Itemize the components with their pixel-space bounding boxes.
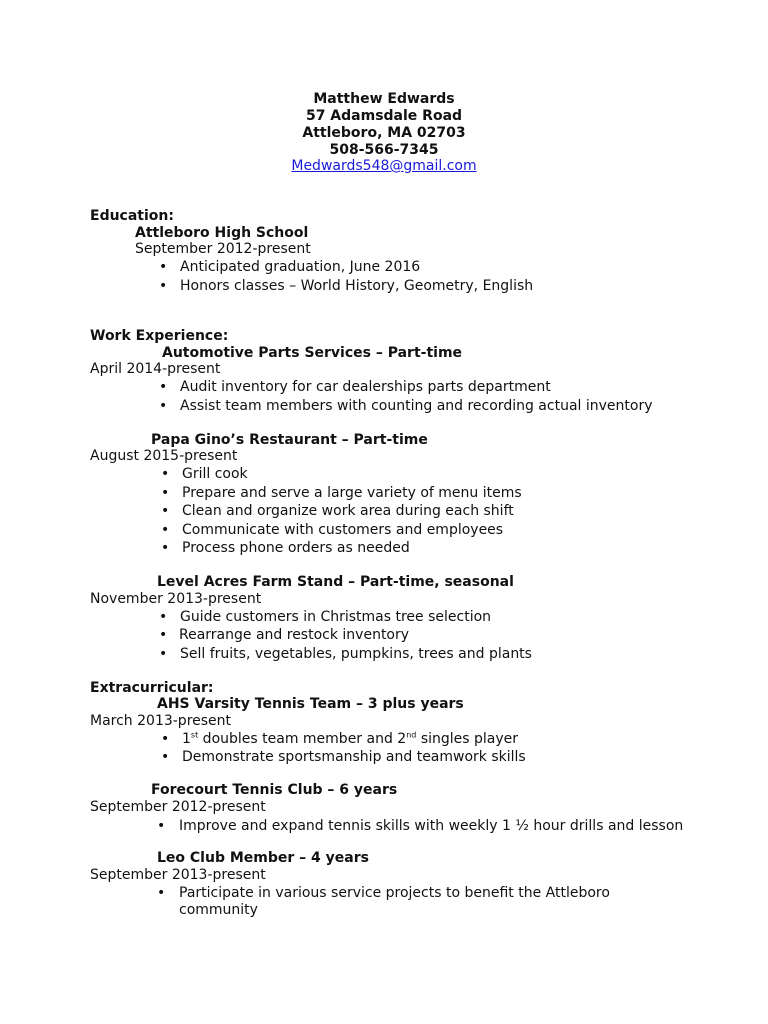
list-item: • Process phone orders as needed: [161, 540, 410, 556]
list-item: • Anticipated graduation, June 2016: [159, 259, 421, 275]
job-dates: November 2013-present: [90, 591, 262, 607]
school-name: Attleboro High School: [135, 225, 309, 241]
education-heading: Education:: [90, 208, 174, 224]
list-item: • Assist team members with counting and recording actual inventory: [159, 398, 653, 414]
list-item: • Sell fruits, vegetables, pumpkins, trees and plants: [159, 646, 532, 662]
job-title: Level Acres Farm Stand – Part-time, seasonal: [157, 574, 514, 590]
applicant-name: Matthew Edwards: [313, 91, 455, 107]
activity-title: Leo Club Member – 4 years: [157, 850, 369, 866]
job-dates: April 2014-present: [90, 361, 221, 377]
phone-number: 508-566-7345: [329, 142, 439, 158]
list-item: • Rearrange and restock inventory: [159, 627, 410, 643]
list-item: • Honors classes – World History, Geometry, English: [159, 278, 534, 294]
extracurricular-heading: Extracurricular:: [90, 680, 214, 696]
city-state-zip: Attleboro, MA 02703: [302, 125, 466, 141]
list-item: • Demonstrate sportsmanship and teamwork skills: [161, 749, 526, 765]
education-dates: September 2012-present: [135, 241, 311, 257]
activity-dates: March 2013-present: [90, 713, 232, 729]
list-item: • Communicate with customers and employees: [161, 522, 504, 538]
street-address: 57 Adamsdale Road: [305, 108, 463, 124]
list-item: • Guide customers in Christmas tree selection: [159, 609, 492, 625]
activity-title: Forecourt Tennis Club – 6 years: [151, 782, 398, 798]
work-experience-heading: Work Experience:: [90, 328, 229, 344]
list-item: • Audit inventory for car dealerships parts department: [159, 379, 551, 395]
list-item: • 1st doubles team member and 2nd singles player: [161, 730, 519, 747]
list-item: • Clean and organize work area during each shift: [161, 503, 514, 519]
list-item: • Prepare and serve a large variety of menu items: [161, 485, 522, 501]
activity-dates: September 2013-present: [90, 867, 266, 883]
activity-dates: September 2012-present: [90, 799, 266, 815]
list-item: • Participate in various service projects to benefit the Attleboro community: [157, 885, 610, 918]
job-dates: August 2015-present: [90, 448, 238, 464]
job-title: Automotive Parts Services – Part-time: [162, 345, 463, 361]
activity-title: AHS Varsity Tennis Team – 3 plus years: [157, 696, 464, 712]
list-item: • Improve and expand tennis skills with weekly 1 ½ hour drills and lesson: [157, 818, 684, 834]
list-item: • Grill cook: [161, 466, 248, 482]
email-link[interactable]: Medwards548@gmail.com: [291, 158, 477, 174]
job-title: Papa Gino’s Restaurant – Part-time: [151, 432, 428, 448]
